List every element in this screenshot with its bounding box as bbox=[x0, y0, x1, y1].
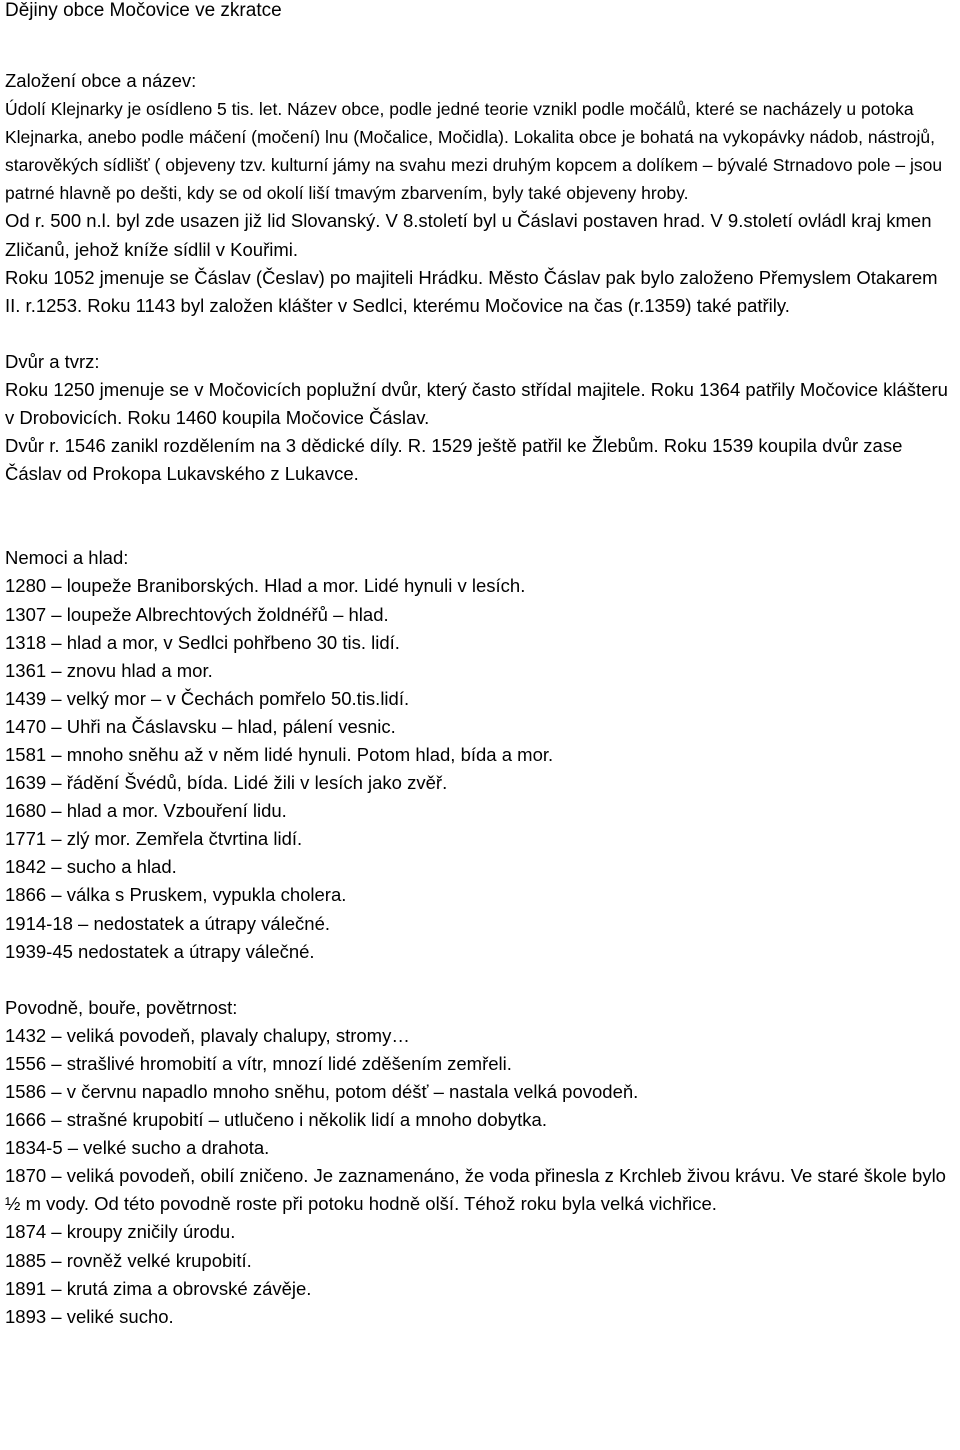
list-item: 1870 – veliká povodeň, obilí zničeno. Je zaznamenáno, že voda přinesla z Krchleb živou krávu. Ve staré škole bylo ½ m vody. Od této povodně roste při potoku hodně olší. Téhož roku byla velká vichřice. bbox=[5, 1165, 946, 1215]
list-item: 1885 – rovněž velké krupobití. bbox=[5, 1249, 252, 1271]
list-item: 1556 – strašlivé hromobití a vítr, mnozí lidé zděšením zemřeli. bbox=[5, 1052, 512, 1074]
list-item: 1639 – řádění Švédů, bída. Lidé žili v lesích jako zvěř. bbox=[5, 772, 448, 794]
list-item: 1432 – veliká povodeň, plavaly chalupy, stromy… bbox=[5, 1024, 410, 1046]
court-paragraph-2: Dvůr r. 1546 zanikl rozdělením na 3 dědické díly. R. 1529 ještě patřil ke Žlebům. Roku 1539 koupila dvůr zase Čáslav od Prokopa Lukavského z Lukavce. bbox=[5, 435, 903, 485]
section-heading-floods: Povodně, bouře, povětrnost: bbox=[5, 996, 238, 1018]
list-item: 1893 – veliké sucho. bbox=[5, 1305, 174, 1327]
list-item: 1866 – válka s Pruskem, vypukla cholera. bbox=[5, 884, 347, 906]
list-item: 1586 – v červnu napadlo mnoho sněhu, potom déšť – nastala velká povodeň. bbox=[5, 1081, 639, 1102]
list-item: 1581 – mnoho sněhu až v něm lidé hynuli. Potom hlad, bída a mor. bbox=[5, 743, 554, 765]
founding-paragraph: Údolí Klejnarky je osídleno 5 tis. let. Název obce, podle jedné teorie vznikl podle močálů, které se nacházely u potoka Klejnarka, anebo podle máčení (močení) lnu (Močalice, Močidla). Lokalita obce je bohatá na vykopávky nádob, nástrojů, starověkých sídlišť ( objeveny tzv. kulturní jámy na svahu mezi druhým kopcem a dolíkem – bývalé Strnadovo pole – jsou patrné hlavně po dešti, kdy se od okolí liší tmavým zbarvením, byly také objeveny hroby. bbox=[5, 99, 943, 204]
list-item: 1307 – loupeže Albrechtových žoldnéřů – hlad. bbox=[5, 603, 389, 625]
section-floods bbox=[5, 994, 957, 1331]
court-paragraph-1: Roku 1250 jmenuje se v Močovicích poplužní dvůr, který často střídal majitele. Roku 1364 patřily Močovice klášteru v Drobovicích. Roku 1460 koupila Močovice Čáslav. bbox=[5, 378, 948, 429]
list-item: 1939-45 nedostatek a útrapy válečné. bbox=[5, 940, 315, 962]
list-item: 1874 – kroupy zničily úrodu. bbox=[5, 1221, 236, 1243]
list-item: 1470 – Uhři na Čáslavsku – hlad, pálení vesnic. bbox=[5, 715, 396, 737]
document-title: Dějiny obce Močovice ve zkratce bbox=[5, 0, 282, 21]
founding-caslav-paragraph: Roku 1052 jmenuje se Čáslav (Česlav) po majiteli Hrádku. Město Čáslav pak bylo založeno Přemyslem Otakarem II. r.1253. Roku 1143 byl založen klášter v Sedlci, kterému Močovice na čas (r.1359) také patřily. bbox=[5, 266, 938, 316]
section-heading-diseases: Nemoci a hlad: bbox=[5, 547, 129, 569]
section-heading-founding: Založení obce a název: bbox=[5, 70, 197, 91]
list-item: 1666 – strašné krupobití – utlučeno i několik lidí a mnoho dobytka. bbox=[5, 1109, 547, 1131]
list-item: 1891 – krutá zima a obrovské závěje. bbox=[5, 1277, 312, 1299]
spacer bbox=[5, 966, 957, 994]
section-heading-court: Dvůr a tvrz: bbox=[5, 350, 100, 372]
list-item: 1280 – loupeže Braniborských. Hlad a mor. Lidé hynuli v lesích. bbox=[5, 575, 526, 597]
spacer bbox=[5, 320, 957, 348]
section-court bbox=[5, 348, 957, 488]
spacer bbox=[5, 22, 957, 67]
founding-slavs-paragraph: Od r. 500 n.l. byl zde usazen již lid Slovanský. V 8.století byl u Čáslavi postaven hrad. V 9.století ovládl kraj kmen Zličanů, jehož kníže sídlil v Kouřimi. bbox=[5, 210, 932, 260]
list-item: 1680 – hlad a mor. Vzbouření lidu. bbox=[5, 800, 287, 822]
list-item: 1834-5 – velké sucho a drahota. bbox=[5, 1137, 270, 1159]
list-item: 1439 – velký mor – v Čechách pomřelo 50.tis.lidí. bbox=[5, 687, 410, 709]
section-diseases bbox=[5, 544, 957, 965]
list-item: 1361 – znovu hlad a mor. bbox=[5, 659, 213, 681]
list-item: 1914-18 – nedostatek a útrapy válečné. bbox=[5, 912, 331, 934]
list-item: 1771 – zlý mor. Zemřela čtvrtina lidí. bbox=[5, 828, 303, 850]
list-item: 1842 – sucho a hlad. bbox=[5, 856, 177, 878]
spacer bbox=[5, 488, 957, 544]
document-page bbox=[5, 0, 957, 1331]
section-founding bbox=[5, 67, 957, 320]
list-item: 1318 – hlad a mor, v Sedlci pohřbeno 30 tis. lidí. bbox=[5, 631, 400, 653]
